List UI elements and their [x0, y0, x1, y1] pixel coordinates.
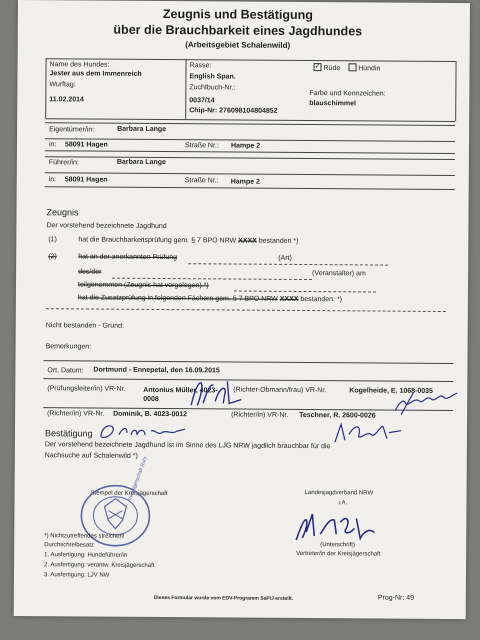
- leiter-signature: [185, 377, 245, 409]
- farbe-label: Farbe und Kennzeichen:: [309, 90, 386, 98]
- ausfertigung-2: 2. Ausfertigung: verantw. Kreisjägerschaft: [44, 562, 155, 569]
- ruede-checkbox: ✓: [314, 63, 321, 71]
- zuchtbuch-value: 0037/14: [189, 97, 215, 105]
- handler-label: Führer/in:: [48, 159, 79, 167]
- ausfertigung-3: 3. Ausfertigung: LJV NW: [43, 572, 110, 579]
- prog-number: Prog-Nr: 49: [377, 594, 415, 602]
- item-4-text: teilgenommen (Zeugnis hat vorgelegen) *): [77, 281, 209, 290]
- formular-note: Dieses Formular wurde vom EDV-Programm SaPiJ erstellt.: [153, 594, 294, 602]
- item-3-veranstalter: (Veranstalter) am: [312, 270, 366, 278]
- rasse-value: English Span.: [189, 73, 236, 81]
- nicht-bestanden: Nicht bestanden - Grund:: [45, 322, 124, 330]
- zeugnis-heading: Zeugnis: [46, 207, 79, 218]
- huendin-checkbox: [348, 63, 356, 71]
- huendin-label: Hündin: [358, 65, 381, 73]
- wurftag-label: Wurftag:: [49, 81, 76, 89]
- owner-street: Hampe 2: [230, 142, 261, 150]
- obmann-signature: [393, 389, 459, 417]
- ruede-label: Rüde: [323, 64, 341, 73]
- handler-city: 58091 Hagen: [64, 176, 108, 184]
- wurftag-value: 11.02.2014: [49, 96, 84, 104]
- handler-street: Hampe 2: [230, 178, 260, 186]
- richter1-signature: [97, 421, 189, 444]
- dog-name: Jester aus dem Immenreich: [49, 70, 142, 78]
- richter2-label: (Richter/in) VR-Nr.: [231, 411, 289, 419]
- richter1-name: Dominik, B. 4023-0012: [113, 410, 188, 419]
- unterschrift-label: (Unterschrift): [320, 542, 355, 549]
- title-line-2: über die Brauchbarkeit eines Jagdhundes: [113, 22, 363, 39]
- item-2-number: (2): [48, 253, 57, 261]
- dog-name-label: Name des Hundes:: [49, 61, 110, 69]
- bestaetigung-text-1: Der vorstehend bezeichnete Jagdhund ist im Sinne des LJG NRW jagdlich brauchbar für die: [44, 441, 331, 451]
- bestaetigung-text-2: Nachsuche auf Schalenwild *): [44, 452, 138, 460]
- item-2-art: (Art): [278, 254, 292, 262]
- ia-label: i.A.: [338, 500, 348, 507]
- item-5-struck: XXXX: [279, 295, 299, 303]
- title-line-1: Zeugnis und Bestätigung: [162, 7, 313, 23]
- bestaetigung-heading: Bestätigung: [44, 428, 93, 439]
- item-1-number: (1): [48, 236, 57, 244]
- leiter-name: Antonius Müller, 4023-0008: [143, 386, 218, 403]
- zeugnis-intro: Der vorstehend bezeichnete Jagdhund: [46, 222, 167, 231]
- obmann-label: (Richter-Obmann/frau) VR-Nr.: [233, 386, 327, 395]
- richter2-name: Teschner, R. 2600-0026: [299, 411, 376, 420]
- farbe-value: blauschimmel: [309, 100, 356, 108]
- vertreter-signature: [290, 510, 382, 545]
- owner-city: 58091 Hagen: [64, 141, 108, 149]
- durchschreibesatz: Durchschreibesatz: [44, 542, 94, 549]
- leiter-label: (Prüfungsleiter/in) VR-Nr.: [47, 385, 126, 393]
- stamp-text: Kreisjägerschaft Ruhr: [126, 455, 149, 503]
- item-5-text: [78, 294, 342, 303]
- item-1-struck: XXXX: [238, 237, 257, 245]
- item-5-main: hat die Zusatzprüfung in folgenden Fächern gem. § 7 BPO NRW: [77, 294, 278, 303]
- kreisjaegerschaft-stamp: [74, 480, 156, 551]
- obmann-name: Kogelheide, E. 1068-0035: [349, 387, 433, 395]
- vertreter-label: Vertreter/in der Kreisjägerschaft: [296, 550, 381, 558]
- item-3-text: des/der: [78, 268, 102, 276]
- certificate-page: [14, 0, 470, 619]
- owner-name: Barbara Lange: [117, 125, 167, 134]
- zuchtbuch-label: Zuchtbuch-Nr.:: [189, 84, 236, 92]
- sex-options: [314, 64, 381, 72]
- richter1-label: (Richter/in) VR-Nr.: [47, 410, 105, 418]
- rasse-label: Rasse:: [189, 62, 212, 70]
- item-2-text: hat an der anerkannten Prüfung: [78, 253, 178, 262]
- handler-in-label: in:: [48, 176, 57, 184]
- ort-label: Ort, Datum:: [47, 367, 84, 375]
- item-5-end: bestanden: *): [300, 295, 343, 304]
- stempel-label: Stempel der Kreisjägerschaft: [90, 490, 168, 498]
- owner-label: Eigentümer/in:: [49, 126, 95, 134]
- handler-street-label: Straße Nr.:: [184, 177, 219, 185]
- handler-name: Barbara Lange: [116, 158, 166, 167]
- chip-number: Chip-Nr: 276098104804852: [189, 107, 278, 115]
- owner-street-label: Straße Nr.:: [184, 142, 219, 150]
- ausfertigung-1: 1. Ausfertigung: Hundeführer/in: [44, 552, 128, 559]
- landesjagdverband: Landesjagdverband NRW: [304, 490, 374, 497]
- item-1-text: [78, 236, 298, 245]
- nicht-zutreffend-note: *) Nichtzutreffendes streichen!: [44, 533, 125, 540]
- richter2-signature: [331, 420, 403, 447]
- bemerkungen: Bemerkungen:: [45, 343, 92, 351]
- item-1-end: bestanden *): [258, 237, 299, 245]
- owner-in-label: in:: [48, 141, 57, 149]
- subtitle: (Arbeitsgebiet Schalenwild): [185, 40, 291, 50]
- ort-datum: Dortmund - Ennepetal, den 16.09.2015: [93, 366, 220, 375]
- item-1-main: hat die Brauchbarkeitsprüfung gem. § 7 BPO NRW: [78, 236, 237, 245]
